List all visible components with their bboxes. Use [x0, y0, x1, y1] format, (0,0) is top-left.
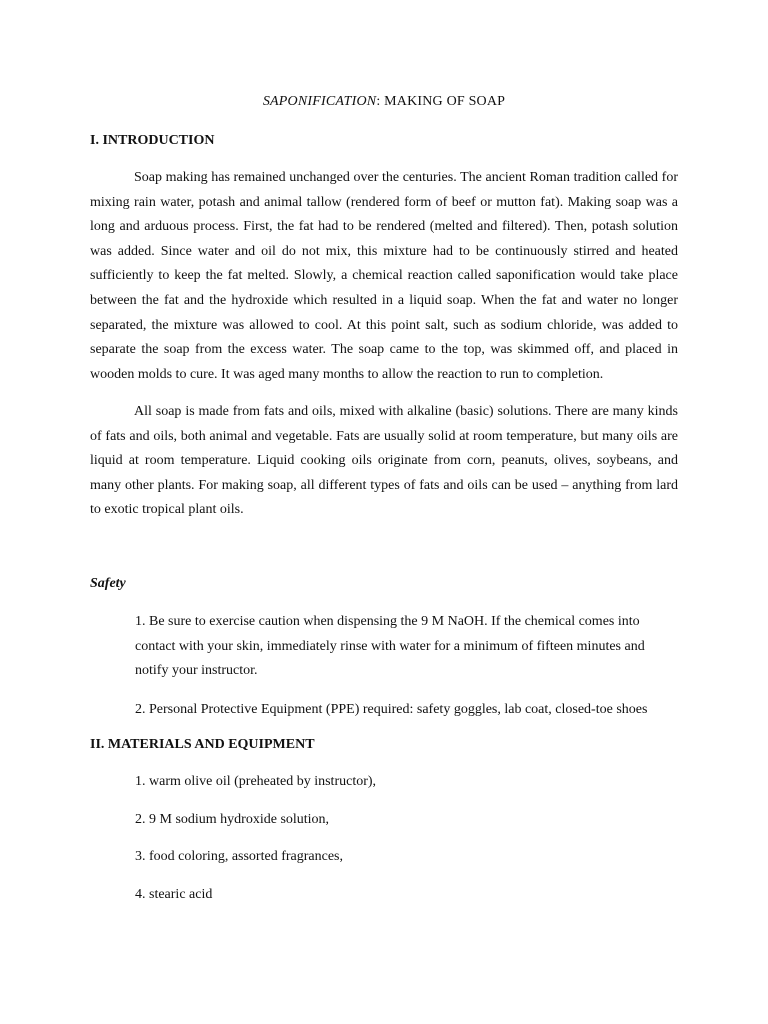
safety-item-1: 1. Be sure to exercise caution when dispensing the 9 M NaOH. If the chemical comes into contact with your skin, immediately rinse with water for a minimum of fifteen minutes and notify your instructor. — [135, 614, 645, 678]
safety-heading: Safety — [90, 576, 126, 591]
document-title — [0, 94, 768, 110]
intro-paragraph-1: Soap making has remained unchanged over the centuries. The ancient Roman tradition called for mixing rain water, potash and animal tallow (rendered form of beef or mutton fat). Making soap was a long and arduous process. First, the fat had to be rendered (melted and filtered). Then, potash solution was added. Since water and oil do not mix, this mixture had to be continuously stirred and heated sufficiently to keep the fat melted. Slowly, a chemical reaction called saponification would take place between the fat and the hydroxide which resulted in a liquid soap. When the fat and water no longer separated, the mixture was allowed to cool. At this point salt, such as sodium chloride, was added to separate the soap from the excess water. The soap came to the top, was skimmed off, and placed in wooden molds to cure. It was aged many months to allow the reaction to run to completion. — [90, 170, 678, 382]
section-heading-introduction: I. INTRODUCTION — [90, 133, 215, 148]
material-item-3: 3. food coloring, assorted fragrances, — [135, 849, 343, 864]
title-italic: SAPONIFICATION — [262, 94, 377, 109]
material-item-2: 2. 9 M sodium hydroxide solution, — [135, 812, 330, 827]
material-item-4: 4. stearic acid — [135, 887, 213, 902]
section-heading-materials: II. MATERIALS AND EQUIPMENT — [90, 737, 315, 752]
material-item-1: 1. warm olive oil (preheated by instructor), — [135, 774, 377, 789]
intro-paragraph-2: All soap is made from fats and oils, mixed with alkaline (basic) solutions. There are many kinds of fats and oils, both animal and vegetable. Fats are usually solid at room temperature, but many oils are liquid at room temperature. Liquid cooking oils originate from corn, peanuts, olives, soybeans, and many other plants. For making soap, all different types of fats and oils can be used – anything from lard to exotic tropical plant oils. — [90, 404, 678, 518]
title-rest: : MAKING OF SOAP — [376, 94, 506, 109]
safety-item-2: 2. Personal Protective Equipment (PPE) required: safety goggles, lab coat, closed-toe shoes — [135, 702, 648, 717]
